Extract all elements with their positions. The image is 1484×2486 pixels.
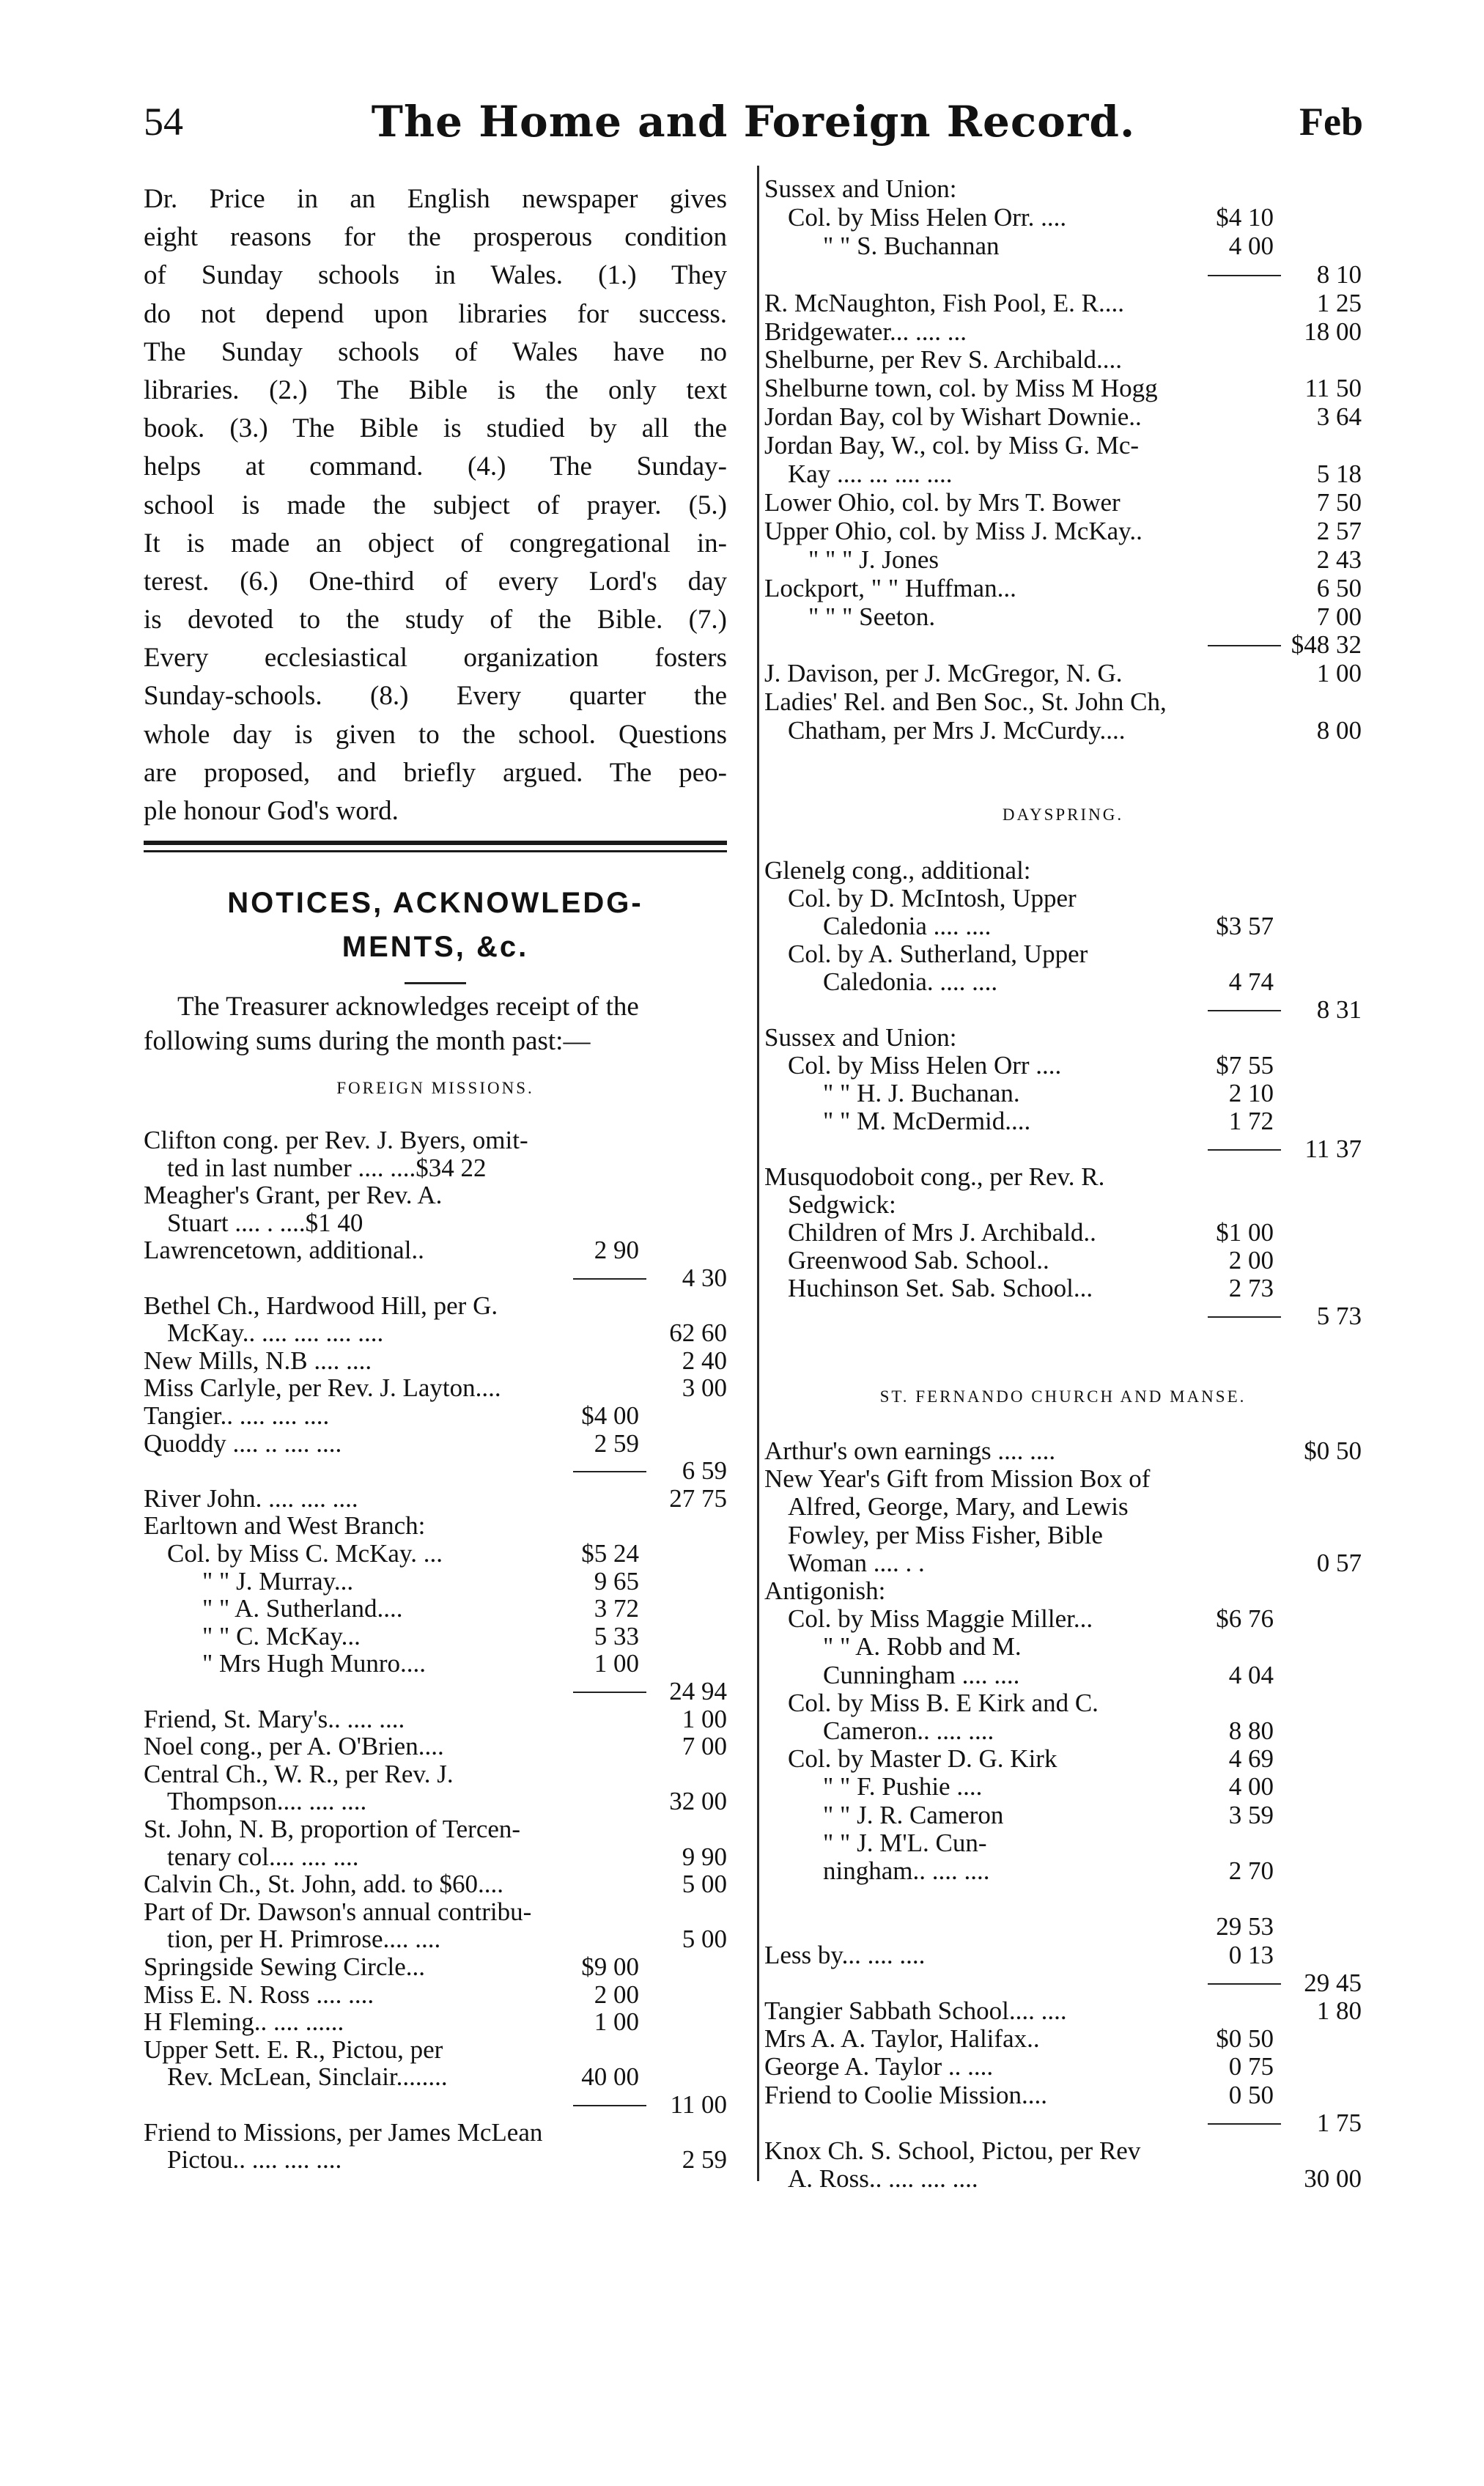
entry-total: 7 50: [1316, 487, 1362, 517]
ledger-row: [144, 1761, 727, 1788]
entry-total: 1 00: [682, 1704, 727, 1733]
paragraph-line: ple honour God's word.: [144, 796, 399, 826]
entry-amount: 4 00: [1228, 1772, 1274, 1801]
entry-total: 1 75: [1316, 2108, 1362, 2137]
paragraph-line: Dr. Price in an English newspaper gives: [144, 184, 727, 214]
ledger-row: [144, 2009, 727, 2035]
entry-text: H Fleming.. .... ......: [144, 2007, 344, 2037]
ledger-row: [764, 1998, 1362, 2024]
entry-text: Earltown and West Branch:: [144, 1511, 426, 1541]
entry-text: Ladies' Rel. and Ben Soc., St. John Ch,: [764, 687, 1167, 717]
entry-text: Arthur's own earnings .... ....: [764, 1436, 1056, 1465]
paragraph-line: Sunday-schools. (8.) Every quarter the: [144, 681, 727, 712]
ledger-row: [144, 1871, 727, 1897]
ledger-row: [764, 1774, 1362, 1800]
entry-amount: $9 00: [581, 1952, 639, 1981]
ledger-row: [764, 1690, 1362, 1716]
entry-text: Col. by Miss Helen Orr. ....: [788, 202, 1067, 232]
entry-amount: 29 53: [1216, 1912, 1274, 1941]
entry-text: New Year's Gift from Mission Box of: [764, 1464, 1151, 1494]
notices-heading-line-2: MENTS, &c.: [342, 931, 529, 963]
entry-total: 24 94: [669, 1677, 727, 1705]
paragraph-line: It is made an object of congregational in-: [144, 528, 727, 558]
ledger-row: [764, 1025, 1362, 1051]
entry-text: Lawrencetown, additional..: [144, 1236, 424, 1265]
ledger-row: [764, 1220, 1362, 1246]
entry-total: 8 31: [1316, 995, 1362, 1024]
ledger-row: [144, 2147, 727, 2173]
dayspring-heading: DAYSPRING.: [1002, 805, 1124, 824]
subtotal-row: [764, 1303, 1362, 1329]
ledger-row: [764, 1858, 1362, 1884]
entry-text: Tangier Sabbath School.... ....: [764, 1996, 1067, 2025]
entry-total: 5 00: [682, 1925, 727, 1954]
entry-amount: 2 00: [1228, 1246, 1274, 1275]
entry-text: St. John, N. B, proportion of Tercen-: [144, 1815, 521, 1843]
entry-text: Calvin Ch., St. John, add. to $60....: [144, 1870, 503, 1899]
entry-amount: $6 76: [1216, 1604, 1274, 1634]
ledger-row: [764, 604, 1362, 630]
ledger-row: [144, 1982, 727, 2008]
entry-text: McKay.. .... .... .... ....: [167, 1318, 384, 1348]
ledger-row: [144, 1844, 727, 1870]
ledger-row: [144, 2037, 727, 2063]
entry-amount: 40 00: [581, 2062, 639, 2092]
entry-total: 6 50: [1316, 573, 1362, 602]
ledger-row: [764, 1080, 1362, 1107]
ledger-row: [764, 404, 1362, 430]
entry-text: Col. by A. Sutherland, Upper: [788, 940, 1088, 968]
entry-text: Springside Sewing Circle...: [144, 1952, 425, 1981]
entry-total: 8 00: [1316, 716, 1362, 745]
entry-text: Fowley, per Miss Fisher, Bible: [788, 1520, 1103, 1549]
entry-total: 5 00: [682, 1870, 727, 1899]
entry-total: 2 40: [682, 1346, 727, 1375]
entry-text: Upper Ohio, col. by Miss J. McKay..: [764, 516, 1142, 545]
entry-amount: 4 74: [1228, 967, 1274, 996]
entry-text: " " C. McKay...: [202, 1621, 361, 1650]
ledger-row: [764, 1662, 1362, 1689]
entry-amount: $1 00: [1216, 1218, 1274, 1247]
entry-text: J. Davison, per J. McGregor, N. G.: [764, 659, 1123, 688]
entry-text: New Mills, N.B .... ....: [144, 1346, 372, 1375]
foreign-missions-heading: FOREIGN MISSIONS.: [336, 1079, 534, 1097]
ledger-row: [144, 1596, 727, 1622]
entry-total: 3 64: [1316, 402, 1362, 432]
entry-text: Bethel Ch., Hardwood Hill, per G.: [144, 1291, 498, 1320]
entry-text: Col. by Master D. G. Kirk: [788, 1744, 1057, 1774]
entry-total: $0 50: [1304, 1436, 1362, 1465]
entry-text: George A. Taylor .. ....: [764, 2052, 994, 2081]
entry-amount: 3 72: [594, 1594, 639, 1623]
entry-text: " " " J. Jones: [808, 545, 940, 574]
entry-text: Sussex and Union:: [764, 174, 957, 203]
paragraph-line: school is made the subject of prayer. (5.): [144, 490, 727, 520]
paragraph-line: is devoted to the study of the Bible. (7.): [144, 605, 727, 635]
ledger-row: [764, 347, 1362, 373]
entry-text: Col. by Miss Helen Orr ....: [788, 1051, 1062, 1080]
ledger-row: [764, 718, 1362, 744]
ledger-row: [764, 1942, 1362, 1969]
ledger-row: [144, 1155, 727, 1181]
paragraph-line: are proposed, and briefly argued. The peo-: [144, 757, 727, 788]
entry-text: tenary col.... .... ....: [167, 1842, 359, 1871]
entry-total: 8 10: [1316, 259, 1362, 289]
entry-total: $48 32: [1291, 630, 1362, 660]
ledger-row: [764, 1052, 1362, 1079]
ledger-row: [764, 176, 1362, 202]
ledger-row: [144, 1210, 727, 1236]
ledger-row: [144, 1428, 727, 1458]
entry-text: Cameron.. .... ....: [823, 1716, 994, 1745]
paragraph-line: book. (3.) The Bible is studied by all the: [144, 413, 727, 444]
paragraph-line: terest. (6.) One-third of every Lord's day: [144, 566, 727, 597]
entry-text: Miss Carlyle, per Rev. J. Layton....: [144, 1373, 501, 1403]
ledger-row: [144, 1127, 727, 1154]
entry-total: 2 59: [682, 2145, 727, 2175]
entry-amount: 3 59: [1228, 1800, 1274, 1829]
entry-text: Col. by Miss C. McKay. ...: [167, 1539, 443, 1568]
entry-total: 1 25: [1316, 288, 1362, 317]
ledger-row: [764, 1466, 1362, 1492]
ledger-row: [764, 1606, 1362, 1632]
paragraph-line: helps at command. (4.) The Sunday-: [144, 451, 727, 482]
entry-text: " Mrs Hugh Munro....: [202, 1649, 426, 1678]
ledger-row: [144, 1816, 727, 1843]
entry-total: 11 37: [1304, 1135, 1362, 1163]
ledger-row: [764, 1438, 1362, 1464]
entry-total: 7 00: [1316, 602, 1362, 631]
paragraph-line: eight reasons for the prosperous condition: [144, 222, 727, 253]
entry-amount: 1 00: [594, 1649, 639, 1678]
ledger-row: [764, 1718, 1362, 1744]
ledger-row: [144, 1403, 727, 1429]
ledger-row: [764, 432, 1362, 459]
entry-total: 30 00: [1304, 2164, 1362, 2194]
entry-amount: $5 24: [581, 1539, 639, 1568]
subtotal-row: [764, 1970, 1362, 1996]
entry-amount: 0 50: [1228, 2080, 1274, 2109]
ledger-row: [144, 1293, 727, 1319]
ledger-row: [764, 2166, 1362, 2192]
entry-total: 62 60: [669, 1318, 727, 1348]
ledger-row: [764, 913, 1362, 940]
entry-text: A. Ross.. .... .... ....: [788, 2164, 978, 2194]
ledger-row: [764, 2082, 1362, 2109]
entry-total: 0 57: [1316, 1548, 1362, 1577]
entry-total: 7 00: [682, 1732, 727, 1761]
entry-text: Mrs A. A. Taylor, Halifax..: [764, 2024, 1040, 2054]
intro-line: The Treasurer acknowledges receipt of the: [177, 992, 639, 1022]
entry-amount: $3 57: [1216, 912, 1274, 940]
entry-text: Shelburne, per Rev S. Archibald....: [764, 345, 1122, 375]
entry-amount: 4 00: [1228, 231, 1274, 260]
entry-amount: 8 80: [1228, 1716, 1274, 1745]
entry-text: Friend, St. Mary's.. .... ....: [144, 1704, 405, 1733]
entry-total: 11 00: [670, 2090, 727, 2119]
entry-text: Meagher's Grant, per Rev. A.: [144, 1181, 443, 1210]
ledger-row: [764, 319, 1362, 345]
entry-text: Chatham, per Mrs J. McCurdy....: [788, 716, 1126, 745]
ledger-row: [144, 1237, 727, 1264]
ledger-row: [144, 1348, 727, 1374]
ledger-row: [144, 1733, 727, 1760]
ledger-row: [764, 204, 1362, 231]
entry-text: Jordan Bay, col by Wishart Downie..: [764, 402, 1142, 432]
entry-text: Col. by Miss Maggie Miller...: [788, 1604, 1093, 1634]
entry-text: Antigonish:: [764, 1576, 886, 1605]
ledger-row: [764, 375, 1362, 402]
paragraph-line: The Sunday schools of Wales have no: [144, 336, 727, 367]
entry-text: Shelburne town, col. by Miss M Hogg: [764, 374, 1158, 403]
entry-total: 32 00: [669, 1787, 727, 1816]
entry-total: 1 00: [1316, 659, 1362, 688]
entry-text: Part of Dr. Dawson's annual contribu-: [144, 1897, 532, 1926]
intro-line: following sums during the month past:—: [144, 1026, 591, 1056]
paragraph-line: whole day is given to the school. Questions: [144, 719, 727, 750]
entry-text: Glenelg cong., additional:: [764, 856, 1031, 885]
entry-total: 9 90: [682, 1842, 727, 1871]
entry-total: 18 00: [1304, 317, 1362, 346]
ledger-row: [764, 1522, 1362, 1549]
entry-total: 11 50: [1304, 374, 1362, 403]
ledger-row: [764, 1494, 1362, 1520]
subtotal-row: [764, 1136, 1362, 1162]
entry-amount: 2 59: [594, 1428, 639, 1458]
entry-text: Lockport, " " Huffman...: [764, 573, 1016, 602]
sunday-schools-paragraph: [144, 180, 727, 830]
ledger-row: [764, 1108, 1362, 1135]
entry-text: Caledonia .... ....: [823, 912, 992, 940]
entry-total: 2 57: [1316, 516, 1362, 545]
entry-total: 1 80: [1316, 1996, 1362, 2025]
entry-text: Col. by Miss B. E Kirk and C.: [788, 1688, 1099, 1717]
double-rule-thin: [144, 850, 727, 852]
ledger-row: [764, 969, 1362, 995]
entry-text: Rev. McLean, Sinclair........: [167, 2062, 448, 2092]
subtotal-row: [144, 1678, 727, 1705]
ledger-row: [764, 461, 1362, 487]
ledger-row: [764, 1164, 1362, 1190]
ledger-row: [144, 1706, 727, 1733]
issue-month: Feb: [1299, 100, 1363, 144]
ledger-row: [764, 1192, 1362, 1218]
ledger-row: [764, 1746, 1362, 1772]
entry-text: Knox Ch. S. School, Pictou, per Rev: [764, 2136, 1141, 2165]
entry-text: Huchinson Set. Sab. School...: [788, 1274, 1093, 1302]
ledger-row: [764, 2054, 1362, 2080]
paragraph-line: Every ecclesiastical organization fosters: [144, 643, 727, 674]
subtotal-row: [144, 2092, 727, 2118]
entry-text: " " F. Pushie ....: [823, 1772, 983, 1801]
entry-text: Miss E. N. Ross .... ....: [144, 1980, 374, 2009]
ledger-row: [144, 1568, 727, 1595]
entry-text: " " " Seeton.: [808, 602, 936, 631]
entry-text: " " M. McDermid....: [823, 1107, 1031, 1135]
publication-title: The Home and Foreign Record.: [371, 97, 1136, 147]
ledger-row: [764, 857, 1362, 884]
entry-text: Pictou.. .... .... ....: [167, 2145, 342, 2175]
ledger-row: [764, 1830, 1362, 1856]
ledger-row: [764, 660, 1362, 687]
entry-amount: 0 75: [1228, 2052, 1274, 2081]
entry-total: 5 18: [1316, 460, 1362, 488]
entry-total: 5 73: [1316, 1302, 1362, 1330]
entry-total: 27 75: [669, 1483, 727, 1513]
ledger-row: [144, 1926, 727, 1952]
ledger-row: [144, 1954, 727, 1980]
ledger-row: [764, 2026, 1362, 2052]
entry-text: Greenwood Sab. School..: [788, 1246, 1049, 1275]
entry-total: 2 43: [1316, 545, 1362, 574]
entry-text: " " J. M'L. Cun-: [823, 1828, 987, 1857]
ledger-row: [764, 1886, 1362, 1912]
entry-text: Sedgwick:: [788, 1190, 896, 1219]
entry-text: Less by... .... ....: [764, 1940, 926, 1969]
ledger-row: [144, 2117, 727, 2147]
ledger-row: [764, 1275, 1362, 1302]
subtotal-row: [764, 997, 1362, 1023]
entry-text: Stuart .... . ....$1 40: [167, 1208, 363, 1237]
entry-text: Sussex and Union:: [764, 1023, 957, 1052]
entry-text: Clifton cong. per Rev. J. Byers, omit-: [144, 1126, 528, 1154]
ledger-row: [764, 941, 1362, 967]
entry-total: 3 00: [682, 1373, 727, 1403]
entry-text: ted in last number .... ....$34 22: [167, 1153, 487, 1182]
entry-text: Friend to Missions, per James McLean: [144, 2117, 543, 2147]
entry-text: tion, per H. Primrose.... ....: [167, 1925, 441, 1954]
entry-amount: 2 70: [1228, 1856, 1274, 1885]
entry-text: Children of Mrs J. Archibald..: [788, 1218, 1096, 1247]
entry-amount: 1 72: [1228, 1107, 1274, 1135]
entry-text: Bridgewater... .... ...: [764, 317, 967, 346]
entry-text: Quoddy .... .. .... ....: [144, 1428, 342, 1458]
entry-text: Kay .... ... .... ....: [788, 460, 953, 488]
paragraph-line: libraries. (2.) The Bible is the only text: [144, 375, 727, 405]
subtotal-row: [764, 632, 1362, 658]
short-rule: [405, 982, 466, 984]
entry-amount: $4 00: [581, 1401, 639, 1430]
entry-amount: 4 04: [1228, 1660, 1274, 1689]
ledger-row: [144, 1623, 727, 1650]
page-number: 54: [144, 100, 183, 144]
subtotal-row: [144, 1458, 727, 1484]
entry-amount: 2 00: [594, 1980, 639, 2009]
entry-total: 6 59: [682, 1456, 727, 1486]
ledger-row: [144, 1899, 727, 1925]
subtotal-row: [764, 259, 1362, 289]
ledger-row: [764, 1578, 1362, 1604]
ledger-row: [764, 885, 1362, 912]
column-divider: [757, 166, 759, 2181]
entry-amount: 2 10: [1228, 1079, 1274, 1107]
ledger-row: [144, 1483, 727, 1513]
entry-text: Central Ch., W. R., per Rev. J.: [144, 1759, 454, 1788]
entry-text: Tangier.. .... .... ....: [144, 1401, 330, 1430]
entry-text: Alfred, George, Mary, and Lewis: [788, 1492, 1129, 1522]
ledger-row: [764, 547, 1362, 573]
entry-text: River John. .... .... ....: [144, 1483, 358, 1513]
ledger-row: [764, 2138, 1362, 2164]
ledger-row: [144, 1788, 727, 1815]
entry-text: Friend to Coolie Mission....: [764, 2080, 1047, 2109]
paragraph-line: of Sunday schools in Wales. (1.) They: [144, 260, 727, 291]
ledger-row: [144, 1375, 727, 1401]
subtotal-row: [144, 1265, 727, 1291]
entry-text: " " A. Robb and M.: [823, 1632, 1022, 1661]
ledger-row: [764, 518, 1362, 545]
ledger-row: [144, 1182, 727, 1209]
ledger-row: [144, 1320, 727, 1346]
entry-text: " " A. Sutherland....: [202, 1594, 403, 1623]
entry-text: R. McNaughton, Fish Pool, E. R....: [764, 288, 1125, 317]
st-fernando-heading: ST. FERNANDO CHURCH AND MANSE.: [879, 1387, 1247, 1406]
entry-text: " " J. Murray...: [202, 1566, 354, 1596]
ledger-row: [764, 689, 1362, 715]
ledger-row: [764, 575, 1362, 602]
entry-amount: 9 65: [594, 1566, 639, 1596]
entry-text: Jordan Bay, W., col. by Miss G. Mc-: [764, 431, 1140, 460]
entry-amount: 0 13: [1228, 1940, 1274, 1969]
entry-amount: $0 50: [1216, 2024, 1274, 2054]
ledger-row: [764, 1802, 1362, 1829]
entry-text: Col. by D. McIntosh, Upper: [788, 884, 1077, 912]
entry-amount: 5 33: [594, 1621, 639, 1650]
entry-text: Thompson.... .... ....: [167, 1787, 367, 1816]
entry-amount: 2 90: [594, 1236, 639, 1265]
treasurer-intro: [144, 989, 727, 1058]
entry-text: ningham.. .... ....: [823, 1856, 990, 1885]
entry-text: " " S. Buchannan: [823, 231, 1000, 260]
paragraph-line: do not depend upon libraries for success.: [144, 298, 727, 329]
running-header: [144, 94, 1363, 150]
entry-text: Noel cong., per A. O'Brien....: [144, 1732, 444, 1761]
ledger-row: [764, 1634, 1362, 1660]
notices-heading-line-1: NOTICES, ACKNOWLEDG-: [227, 887, 643, 919]
entry-amount: 4 69: [1228, 1744, 1274, 1774]
entry-text: " " J. R. Cameron: [823, 1800, 1004, 1829]
ledger-row: [144, 1513, 727, 1539]
ledger-row: [144, 1541, 727, 1567]
entry-text: Musquodoboit cong., per Rev. R.: [764, 1162, 1105, 1191]
subtotal-row: [764, 2110, 1362, 2136]
entry-amount: 1 00: [594, 2007, 639, 2037]
ledger-row: [764, 487, 1362, 517]
entry-amount: $7 55: [1216, 1051, 1274, 1080]
entry-text: Woman .... . .: [788, 1548, 925, 1577]
ledger-row: [764, 290, 1362, 317]
entry-text: " " H. J. Buchanan.: [823, 1079, 1020, 1107]
ledger-row: [764, 233, 1362, 259]
ledger-row: [144, 2064, 727, 2090]
double-rule-thick: [144, 841, 727, 845]
entry-text: Cunningham .... ....: [823, 1660, 1020, 1689]
entry-text: Upper Sett. E. R., Pictou, per: [144, 2035, 443, 2064]
entry-text: Lower Ohio, col. by Mrs T. Bower: [764, 487, 1121, 517]
ledger-row: [144, 1650, 727, 1677]
entry-total: 29 45: [1304, 1968, 1362, 1997]
entry-total: 4 30: [682, 1264, 727, 1292]
ledger-row: [764, 1247, 1362, 1274]
entry-amount: $4 10: [1216, 202, 1274, 232]
ledger-row: [764, 1914, 1362, 1940]
entry-text: Caledonia. .... ....: [823, 967, 998, 996]
ledger-row: [764, 1550, 1362, 1576]
entry-amount: 2 73: [1228, 1274, 1274, 1302]
